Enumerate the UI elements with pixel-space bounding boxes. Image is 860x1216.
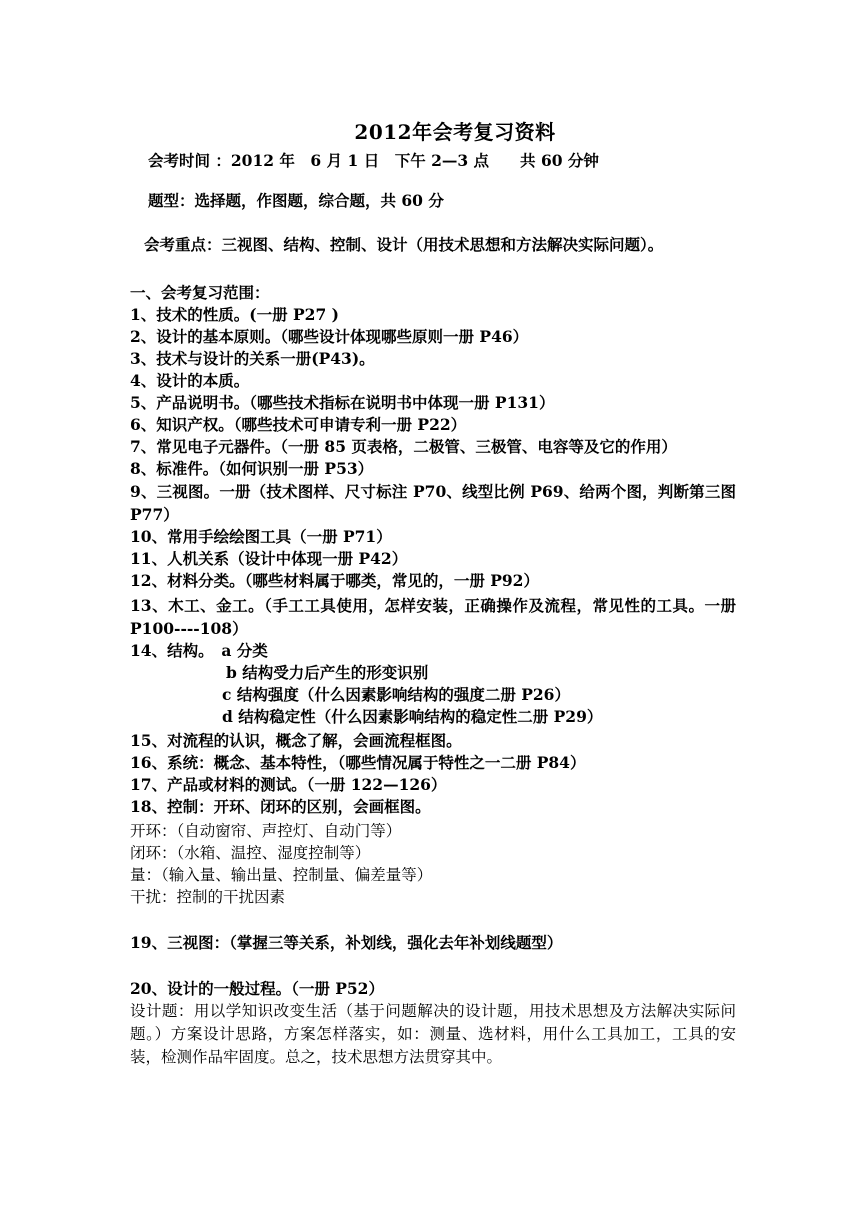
list-item: 3、技术与设计的关系一册(P43)。 [130,349,375,368]
exam-time: 会考时间 ：2012 年 6 月 1 日 下午 2—3 点 共 60 分钟 [148,151,599,170]
list-item: 13、木工、金工。（手工工具使用，怎样安装，正确操作及流程，常见性的工具。一册 P100----108） [130,596,736,638]
list-item: 19、三视图：（掌握三等关系，补划线，强化去年补划线题型） [130,933,563,952]
scope-heading: 一、会考复习范围： [130,283,270,302]
list-item: 4、设计的本质。 [130,371,250,390]
list-item: 18、控制：开环、闭环的区别，会画框图。 [130,797,431,816]
list-item: 5、产品说明书。（哪些技术指标在说明书中体现一册 P131） [130,393,555,412]
list-item: 17、产品或材料的测试。（一册 122—126） [130,775,447,794]
disturbance-line: 干扰：控制的干扰因素 [130,888,286,906]
list-item: 1、技术的性质。(一册 P27 ) [130,305,339,324]
list-item: 20、设计的一般过程。（一册 P52） [130,979,384,998]
quantities-line: 量：（输入量、输出量、控制量、偏差量等） [130,866,433,884]
list-item: 16、系统：概念、基本特性，（哪些情况属于特性之一二册 P84） [130,753,586,772]
list-item: 7、常见电子元器件。（一册 85 页表格，二极管、三极管、电容等及它的作用） [130,437,677,456]
list-item: 15、对流程的认识，概念了解，会画流程框图。 [130,731,462,750]
list-item: 10、常用手绘绘图工具（一册 P71） [130,527,392,546]
open-loop-line: 开环：（自动窗帘、声控灯、自动门等） [130,822,402,840]
document-title: 2012年会考复习资料 [354,120,556,144]
key-points: 会考重点：三视图、结构、控制、设计（用技术思想和方法解决实际问题）。 [144,235,664,254]
list-item: 14、结构。 a 分类 [130,641,268,660]
list-subitem: d 结构稳定性（什么因素影响结构的稳定性二册 P29） [222,707,603,726]
list-subitem: b 结构受力后产生的形变识别 [226,663,429,682]
list-item: 6、知识产权。（哪些技术可申请专利一册 P22） [130,415,467,434]
question-types: 题型：选择题，作图题，综合题，共 60 分 [148,191,444,210]
list-subitem: c 结构强度（什么因素影响结构的强度二册 P26） [222,685,570,704]
list-item: 8、标准件。（如何识别一册 P53） [130,459,374,478]
list-item: 11、人机关系（设计中体现一册 P42） [130,549,408,568]
design-question-paragraph: 设计题：用以学知识改变生活（基于问题解决的设计题，用技术思想及方法解决实际问题。）方案设计思路，方案怎样落实，如：测量、选材料，用什么工具加工，工具的安装，检测作品牢固度。总之，技术思想方法贯穿其中。 [130,1002,736,1066]
list-item: 12、材料分类。（哪些材料属于哪类，常见的，一册 P92） [130,571,539,590]
list-item: 9、三视图。一册（技术图样、尺寸标注 P70、线型比例 P69、给两个图，判断第三图 P77） [130,482,736,524]
closed-loop-line: 闭环：（水箱、温控、湿度控制等） [130,844,371,862]
list-item: 2、设计的基本原则。（哪些设计体现哪些原则一册 P46） [130,327,529,346]
